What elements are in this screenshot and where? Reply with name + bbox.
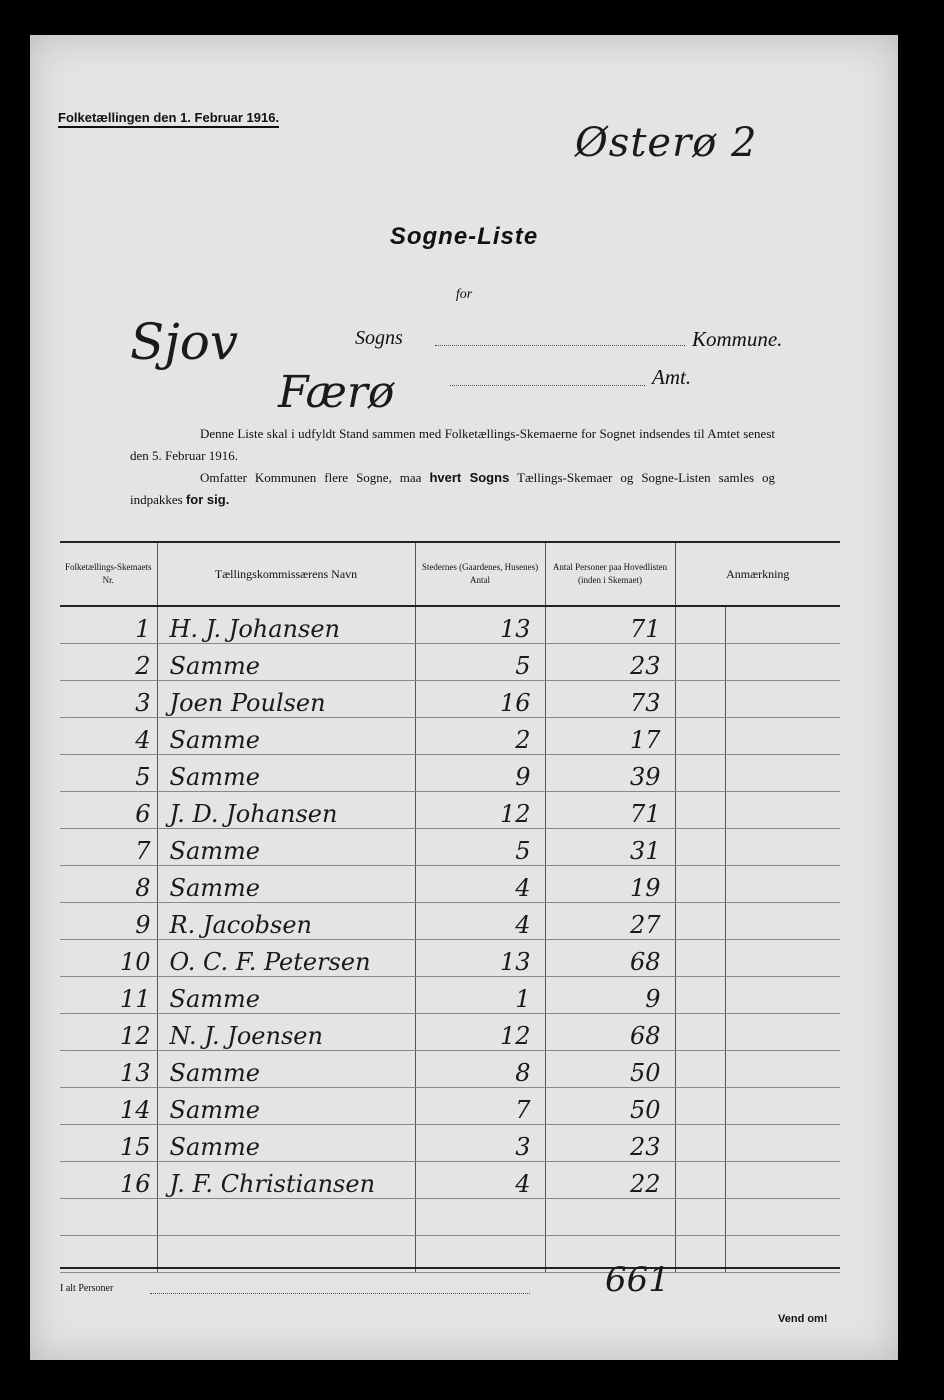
row-anm-b bbox=[725, 755, 840, 792]
table-row bbox=[60, 940, 840, 977]
row-nr: 12 bbox=[60, 1014, 157, 1051]
row-anm-b bbox=[725, 644, 840, 681]
row-name: Samme bbox=[157, 866, 415, 903]
row-personer: 22 bbox=[545, 1162, 675, 1199]
row-nr: 10 bbox=[60, 940, 157, 977]
row-anm-b bbox=[725, 1088, 840, 1125]
census-table bbox=[60, 541, 840, 1273]
row-stederne: 13 bbox=[415, 606, 545, 644]
row-anm-a bbox=[675, 1199, 725, 1236]
row-nr: 9 bbox=[60, 903, 157, 940]
paragraph2-bold1: hvert Sogns bbox=[429, 470, 510, 485]
row-name: Samme bbox=[157, 718, 415, 755]
row-anm-b bbox=[725, 1125, 840, 1162]
table-row bbox=[60, 644, 840, 681]
amt-label: Amt. bbox=[652, 365, 692, 389]
row-anm-a bbox=[675, 1125, 725, 1162]
header-name: Tællingskommissærens Navn bbox=[157, 542, 415, 606]
row-anm-a bbox=[675, 755, 725, 792]
row-nr: 15 bbox=[60, 1125, 157, 1162]
row-stederne: 3 bbox=[415, 1125, 545, 1162]
row-nr bbox=[60, 1199, 157, 1236]
table-row bbox=[60, 1088, 840, 1125]
row-name: Samme bbox=[157, 1125, 415, 1162]
sogn-label: Sogns bbox=[355, 327, 403, 349]
row-anm-b bbox=[725, 718, 840, 755]
row-anm-b bbox=[725, 681, 840, 718]
table-row bbox=[60, 681, 840, 718]
row-nr: 2 bbox=[60, 644, 157, 681]
paragraph2-bold2: for sig. bbox=[185, 492, 230, 507]
amt-handwritten: Færø bbox=[278, 367, 395, 418]
row-anm-b bbox=[725, 792, 840, 829]
row-name: Samme bbox=[157, 977, 415, 1014]
row-personer: 73 bbox=[545, 681, 675, 718]
row-name: Samme bbox=[157, 644, 415, 681]
row-personer: 23 bbox=[545, 644, 675, 681]
row-personer: 27 bbox=[545, 903, 675, 940]
row-anm-a bbox=[675, 644, 725, 681]
row-name: Samme bbox=[157, 755, 415, 792]
row-anm-a bbox=[675, 1088, 725, 1125]
row-name: Samme bbox=[157, 1051, 415, 1088]
row-nr: 13 bbox=[60, 1051, 157, 1088]
header-stederne: Stedernes (Gaardenes, Husenes) Antal bbox=[415, 542, 545, 606]
census-form-page bbox=[30, 35, 898, 1360]
row-anm-a bbox=[675, 1051, 725, 1088]
row-anm-b bbox=[725, 1162, 840, 1199]
row-anm-b bbox=[725, 866, 840, 903]
row-personer: 9 bbox=[545, 977, 675, 1014]
corner-handwritten-annotation: Østerø 2 bbox=[575, 120, 758, 166]
row-stederne: 9 bbox=[415, 755, 545, 792]
row-name bbox=[157, 1199, 415, 1236]
row-anm-b bbox=[725, 606, 840, 644]
row-anm-a bbox=[675, 1162, 725, 1199]
row-nr: 3 bbox=[60, 681, 157, 718]
row-nr: 4 bbox=[60, 718, 157, 755]
row-name: J. F. Christiansen bbox=[157, 1162, 415, 1199]
row-anm-b bbox=[725, 903, 840, 940]
row-personer: 39 bbox=[545, 755, 675, 792]
total-value: 661 bbox=[605, 1260, 670, 1300]
row-nr: 5 bbox=[60, 755, 157, 792]
sogn-handwritten: Sjov bbox=[130, 313, 239, 371]
row-personer: 71 bbox=[545, 606, 675, 644]
row-stederne: 4 bbox=[415, 903, 545, 940]
row-personer: 71 bbox=[545, 792, 675, 829]
row-stederne: 12 bbox=[415, 1014, 545, 1051]
instruction-paragraph-2 bbox=[130, 467, 775, 511]
row-name: H. J. Johansen bbox=[157, 606, 415, 644]
row-anm-a bbox=[675, 903, 725, 940]
row-nr: 14 bbox=[60, 1088, 157, 1125]
table-header-row bbox=[60, 542, 840, 606]
table-row bbox=[60, 606, 840, 644]
table-row bbox=[60, 792, 840, 829]
census-header-note: Folketællingen den 1. Februar 1916. bbox=[58, 110, 279, 128]
row-personer: 68 bbox=[545, 1014, 675, 1051]
kommune-label: Kommune. bbox=[692, 327, 783, 351]
row-nr: 11 bbox=[60, 977, 157, 1014]
table-row bbox=[60, 1014, 840, 1051]
row-name: Samme bbox=[157, 1088, 415, 1125]
row-stederne: 16 bbox=[415, 681, 545, 718]
row-name: Samme bbox=[157, 829, 415, 866]
table-row bbox=[60, 903, 840, 940]
form-title: Sogne-Liste bbox=[389, 223, 539, 250]
total-label: I alt Personer bbox=[60, 1283, 114, 1294]
row-nr: 16 bbox=[60, 1162, 157, 1199]
row-stederne: 12 bbox=[415, 792, 545, 829]
row-name: N. J. Joensen bbox=[157, 1014, 415, 1051]
table-row bbox=[60, 1125, 840, 1162]
row-anm-a bbox=[675, 718, 725, 755]
row-anm-b bbox=[725, 829, 840, 866]
row-personer: 23 bbox=[545, 1125, 675, 1162]
row-anm-a bbox=[675, 977, 725, 1014]
row-stederne: 8 bbox=[415, 1051, 545, 1088]
total-divider bbox=[60, 1267, 840, 1269]
row-personer: 50 bbox=[545, 1088, 675, 1125]
total-dotted-line bbox=[150, 1293, 530, 1294]
table-body bbox=[60, 606, 840, 1273]
row-stederne bbox=[415, 1199, 545, 1236]
row-anm-b bbox=[725, 940, 840, 977]
row-anm-b bbox=[725, 1014, 840, 1051]
row-stederne: 4 bbox=[415, 866, 545, 903]
row-personer: 31 bbox=[545, 829, 675, 866]
row-stederne: 1 bbox=[415, 977, 545, 1014]
row-stederne: 5 bbox=[415, 829, 545, 866]
row-nr: 6 bbox=[60, 792, 157, 829]
row-nr: 8 bbox=[60, 866, 157, 903]
footer-turn-over: Vend om! bbox=[778, 1313, 828, 1325]
row-name: Joen Poulsen bbox=[157, 681, 415, 718]
row-anm-a bbox=[675, 866, 725, 903]
table-row bbox=[60, 829, 840, 866]
row-anm-a bbox=[675, 940, 725, 977]
row-personer: 50 bbox=[545, 1051, 675, 1088]
table-row bbox=[60, 1199, 840, 1236]
table-row bbox=[60, 977, 840, 1014]
header-anmaerkning: Anmærkning bbox=[675, 542, 840, 606]
row-anm-b bbox=[725, 977, 840, 1014]
paragraph2-part1: Omfatter Kommunen flere Sogne, maa bbox=[200, 470, 422, 485]
table-row bbox=[60, 1051, 840, 1088]
table-row bbox=[60, 755, 840, 792]
header-personer: Antal Personer paa Hovedlisten (inden i Skemaet) bbox=[545, 542, 675, 606]
row-anm-b bbox=[725, 1051, 840, 1088]
row-anm-a bbox=[675, 792, 725, 829]
paragraph2-part2: Tællings-Skemaer og Sogne-Listen samles og indpakkes bbox=[130, 470, 775, 507]
row-name: J. D. Johansen bbox=[157, 792, 415, 829]
table-row bbox=[60, 866, 840, 903]
sogn-dotted-line bbox=[435, 345, 685, 346]
table-row bbox=[60, 718, 840, 755]
row-nr: 7 bbox=[60, 829, 157, 866]
row-anm-a bbox=[675, 829, 725, 866]
row-name: O. C. F. Petersen bbox=[157, 940, 415, 977]
row-name: R. Jacobsen bbox=[157, 903, 415, 940]
row-anm-b bbox=[725, 1199, 840, 1236]
row-personer: 17 bbox=[545, 718, 675, 755]
row-personer: 19 bbox=[545, 866, 675, 903]
for-word: for bbox=[455, 287, 473, 302]
row-personer: 68 bbox=[545, 940, 675, 977]
row-stederne: 5 bbox=[415, 644, 545, 681]
table-row bbox=[60, 1162, 840, 1199]
row-anm-a bbox=[675, 681, 725, 718]
row-stederne: 4 bbox=[415, 1162, 545, 1199]
header-nr: Folketællings-Skemaets Nr. bbox=[60, 542, 157, 606]
amt-dotted-line bbox=[450, 385, 645, 386]
row-anm-a bbox=[675, 1014, 725, 1051]
row-stederne: 7 bbox=[415, 1088, 545, 1125]
row-nr: 1 bbox=[60, 606, 157, 644]
row-personer bbox=[545, 1199, 675, 1236]
row-stederne: 13 bbox=[415, 940, 545, 977]
instruction-paragraph-1: Denne Liste skal i udfyldt Stand sammen med Folketællings-Skemaerne for Sognet indsendes til Amtet senest den 5. Februar 1916. bbox=[130, 426, 775, 463]
row-stederne: 2 bbox=[415, 718, 545, 755]
row-anm-a bbox=[675, 606, 725, 644]
